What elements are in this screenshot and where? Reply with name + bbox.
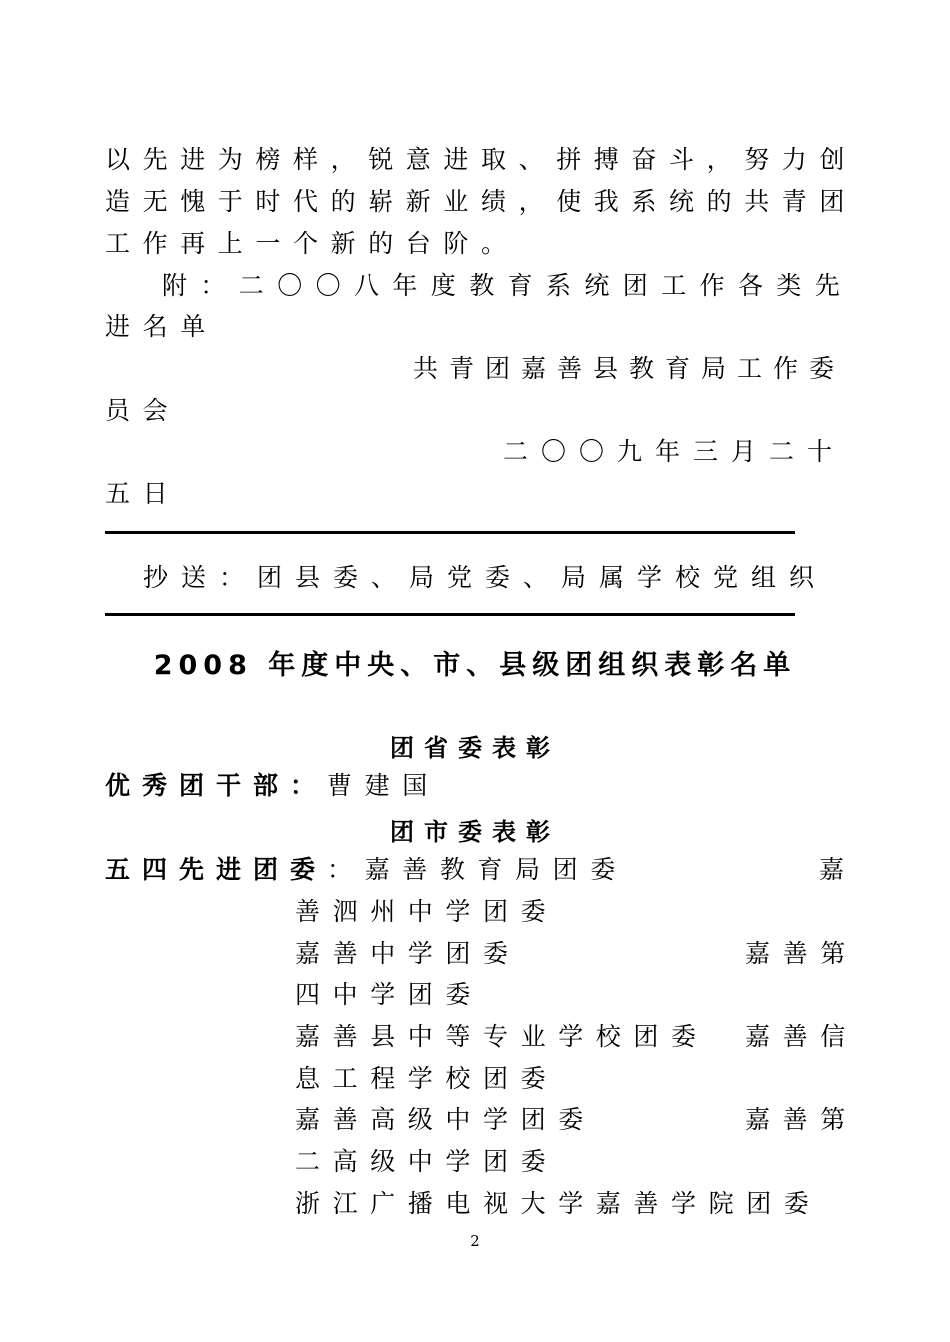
city-row-6: 息工程学校团委 xyxy=(295,1064,559,1093)
city-row-9: 浙江广播电视大学嘉善学院团委 xyxy=(295,1189,822,1218)
body-line-1: 以先进为榜样，锐意进取、拼搏奋斗，努力创 xyxy=(105,145,858,174)
signature-org-line-1: 共青团嘉善县教育局工作委 xyxy=(412,354,845,383)
city-label-colon: ： xyxy=(327,855,365,884)
provincial-name: 曹建国 xyxy=(327,771,440,800)
city-row-5: 嘉善县中等专业学校团委 xyxy=(295,1022,709,1051)
city-row-1 xyxy=(105,853,845,887)
city-row-3: 嘉善中学团委 xyxy=(295,939,521,968)
body-line-3: 工作再上一个新的台阶。 xyxy=(105,229,519,258)
divider-top xyxy=(105,531,795,534)
attachment-line-2: 进名单 xyxy=(105,312,218,341)
list-title: 2008 年度中央、市、县级团组织表彰名单 xyxy=(153,650,797,681)
city-row-8: 二高级中学团委 xyxy=(295,1147,559,1176)
city-heading: 团市委表彰 xyxy=(390,817,560,846)
city-item-8-start: 嘉善第 xyxy=(745,1105,858,1134)
city-row-2: 善泗州中学团委 xyxy=(295,897,559,926)
city-row-4: 四中学团委 xyxy=(295,980,484,1009)
signature-date-line-1: 二〇〇九年三月二十 xyxy=(502,437,845,466)
city-item-4-start: 嘉善第 xyxy=(745,939,858,968)
page-number: 2 xyxy=(470,1232,480,1250)
city-label: 五四先进团委 xyxy=(105,855,328,884)
body-line-2: 造无愧于时代的崭新业绩，使我系统的共青团 xyxy=(105,187,858,216)
city-item-6-start: 嘉善信 xyxy=(745,1022,858,1051)
provincial-label: 优秀团干部： xyxy=(105,771,328,800)
city-item-2-start: 嘉 xyxy=(819,855,845,884)
cc-line: 抄送：团县委、局党委、局属学校党组织 xyxy=(143,563,828,592)
divider-bottom xyxy=(105,613,795,616)
city-item-1: 嘉善教育局团委 xyxy=(364,855,628,884)
signature-date-line-2: 五日 xyxy=(105,479,181,508)
provincial-heading: 团省委表彰 xyxy=(390,733,560,762)
city-row-7: 嘉善高级中学团委 xyxy=(295,1105,596,1134)
provincial-row xyxy=(105,769,845,803)
signature-org-line-2: 员会 xyxy=(105,396,181,425)
attachment-line-1: 附：二〇〇八年度教育系统团工作各类先 xyxy=(162,271,854,300)
